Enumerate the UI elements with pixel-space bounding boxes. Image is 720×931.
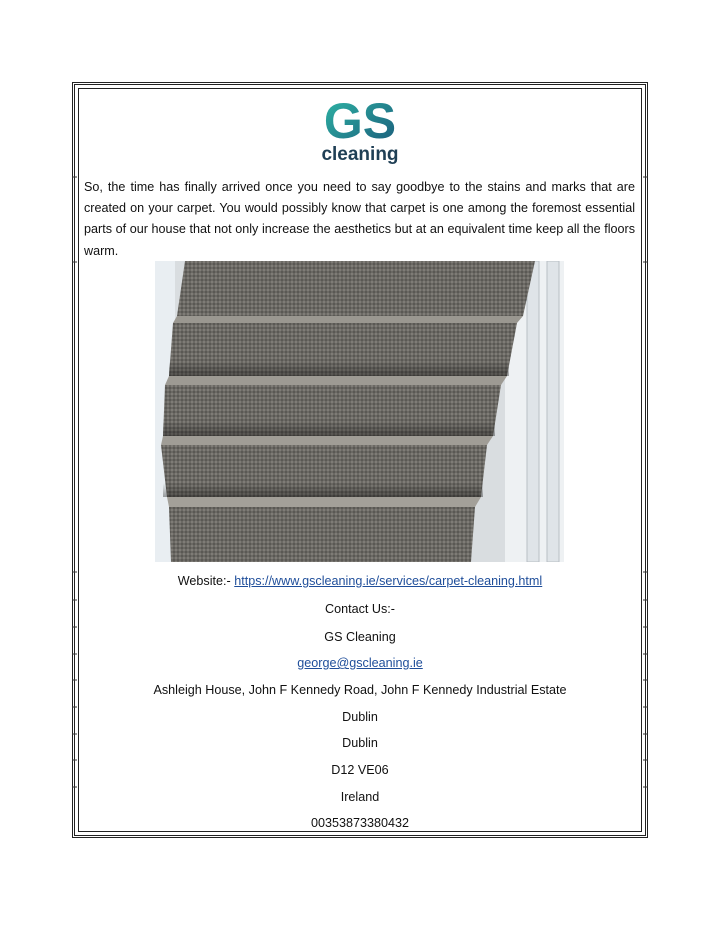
- contact-label: Contact Us:-: [325, 602, 395, 616]
- website-link[interactable]: https://www.gscleaning.ie/services/carpet-cleaning.html: [234, 574, 543, 588]
- carpet-stairs-photo: [155, 261, 564, 562]
- intro-paragraph: So, the time has finally arrived once you need to say goodbye to the stains and marks that are created on your carpet. You would possibly know that carpet is one among the foremost essential parts of our house that not only increase the aesthetics but at an equivalent time keep all the floors warm.: [84, 180, 635, 258]
- address-line: Ashleigh House, John F Kennedy Road, John F Kennedy Industrial Estate: [153, 683, 567, 697]
- email-line: [76, 655, 644, 671]
- postcode-line: D12 VE06: [331, 763, 389, 777]
- email-link[interactable]: george@gscleaning.ie: [297, 656, 423, 670]
- gs-cleaning-logo: [318, 94, 402, 166]
- phone-line: 00353873380432: [310, 816, 410, 830]
- city-line: Dublin: [342, 710, 378, 724]
- country-line: Ireland: [340, 790, 380, 804]
- company-name: GS Cleaning: [324, 630, 396, 644]
- logo-wordmark: cleaning: [321, 144, 399, 165]
- website-line: [76, 573, 644, 589]
- county-line: Dublin: [342, 736, 378, 750]
- website-label: Website:-: [177, 574, 231, 588]
- logo-letters: GS: [323, 94, 397, 149]
